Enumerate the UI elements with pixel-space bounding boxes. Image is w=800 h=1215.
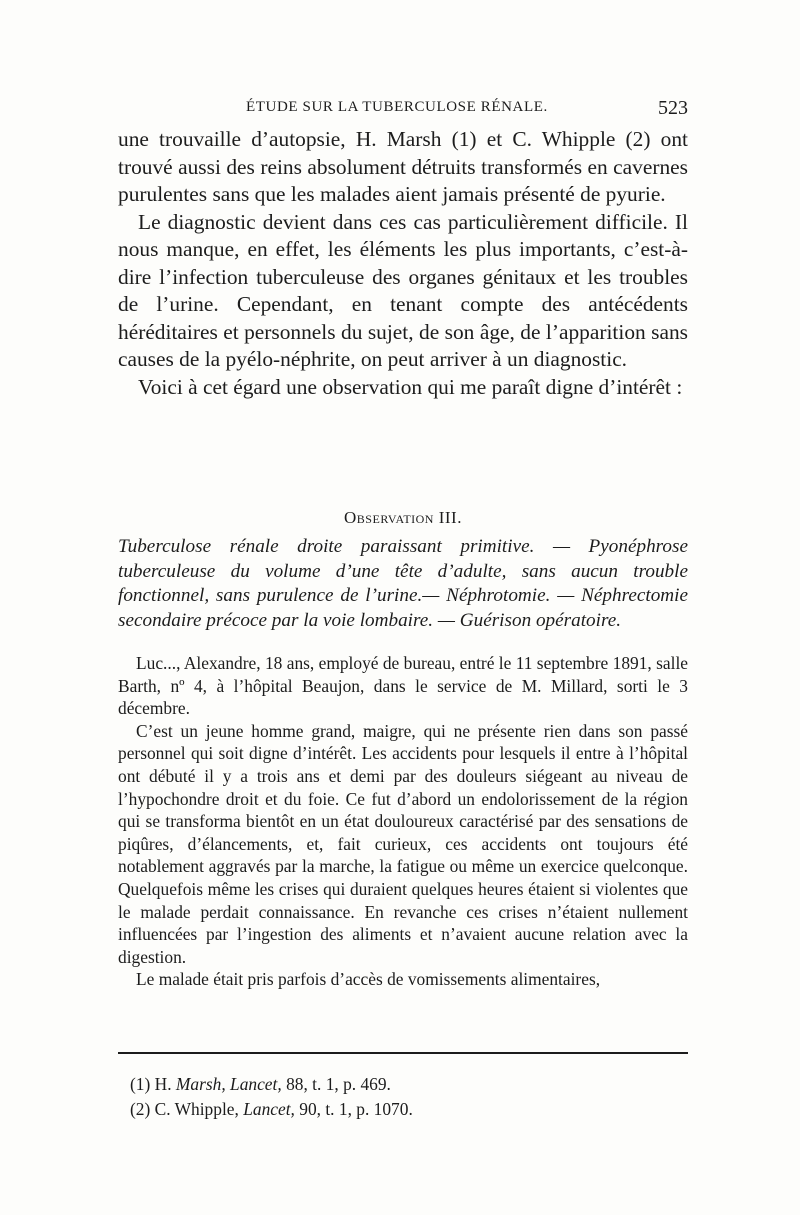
footnotes <box>130 1072 650 1122</box>
footnote-marker: (2) <box>130 1099 151 1119</box>
footnote-journal: Marsh, Lancet, <box>175 1074 282 1094</box>
footnote-journal: Lancet, <box>243 1099 295 1119</box>
footnote-author: H. <box>154 1074 172 1094</box>
case-report <box>118 652 688 991</box>
paragraph: Voici à cet égard une observation qui me paraît digne d’intérêt : <box>138 374 683 399</box>
case-paragraph: Luc..., Alexandre, 18 ans, employé de bureau, entré le 11 septembre 1891, salle Barth, nº 4, à l’hôpital Beaujon, dans le service de M. Millard, sorti le 3 décembre. <box>118 653 688 719</box>
footnote <box>130 1097 650 1122</box>
footnote-author: C. Whipple, <box>154 1099 239 1119</box>
case-paragraph: C’est un jeune homme grand, maigre, qui ne présente rien dans son passé personnel qui soit digne d’intérêt. Les accidents pour lesquels il entre à l’hôpital ont débuté il y a trois ans et demi par des douleurs siégeant au niveau de l’hypochondre droit et du foie. Ce fut d’abord un endolorissement de la région qui se transforma bientôt en un état douloureux caractérisé par des sensations de piqûres, d’élancements, et, fait curieux, ces accidents ont toujours été notablement aggravés par la marche, la fatigue ou même un exercice quelconque. Quelquefois même les crises qui duraient quelques heures étaient si violentes que le malade perdait connaissance. En revanche ces crises n’étaient nullement influencées par l’ingestion des aliments et n’avaient aucune relation avec la digestion. <box>118 720 688 967</box>
case-paragraph: Le malade était pris parfois d’accès de vomissements alimentaires, <box>136 969 601 990</box>
observation-label: Observation <box>344 508 434 527</box>
footnote-marker: (1) <box>130 1074 151 1094</box>
page-header <box>118 97 688 123</box>
footnote-reference: 90, t. 1, p. 1070. <box>299 1099 413 1119</box>
observation-number: III. <box>438 508 462 527</box>
observation-title: Tuberculose rénale droite paraissant primitive. — Pyonéphrose tuberculeuse du volume d’une tête d’adulte, sans aucun trouble fonctionnel, sans purulence de l’urine.— Néphrotomie. — Néphrectomie secondaire précoce par la voie lombaire. — Guérison opératoire. <box>118 536 688 631</box>
observation-heading <box>118 508 688 528</box>
footnote <box>130 1072 650 1097</box>
page-number: 523 <box>658 97 688 119</box>
paragraph: Le diagnostic devient dans ces cas particulièrement difficile. Il nous manque, en effet, les éléments les plus importants, c’est-à-dire l’infection tuberculeuse des organes génitaux et les troubles de l’urine. Cependant, en tenant compte des antécédents héréditaires et personnels du sujet, de son âge, de l’apparition sans causes de la pyélo-néphrite, on peut arriver à un diagnostic. <box>118 209 688 371</box>
footnote-rule <box>118 1052 688 1054</box>
footnote-reference: 88, t. 1, p. 469. <box>286 1074 391 1094</box>
running-title: ÉTUDE SUR LA TUBERCULOSE RÉNALE. <box>246 99 548 115</box>
paragraph: une trouvaille d’autopsie, H. Marsh (1) et C. Whipple (2) ont trouvé aussi des reins absolument détruits transformés en cavernes purulentes sans que les malades aient jamais présenté de pyurie. <box>118 127 688 206</box>
body-text <box>118 126 688 401</box>
